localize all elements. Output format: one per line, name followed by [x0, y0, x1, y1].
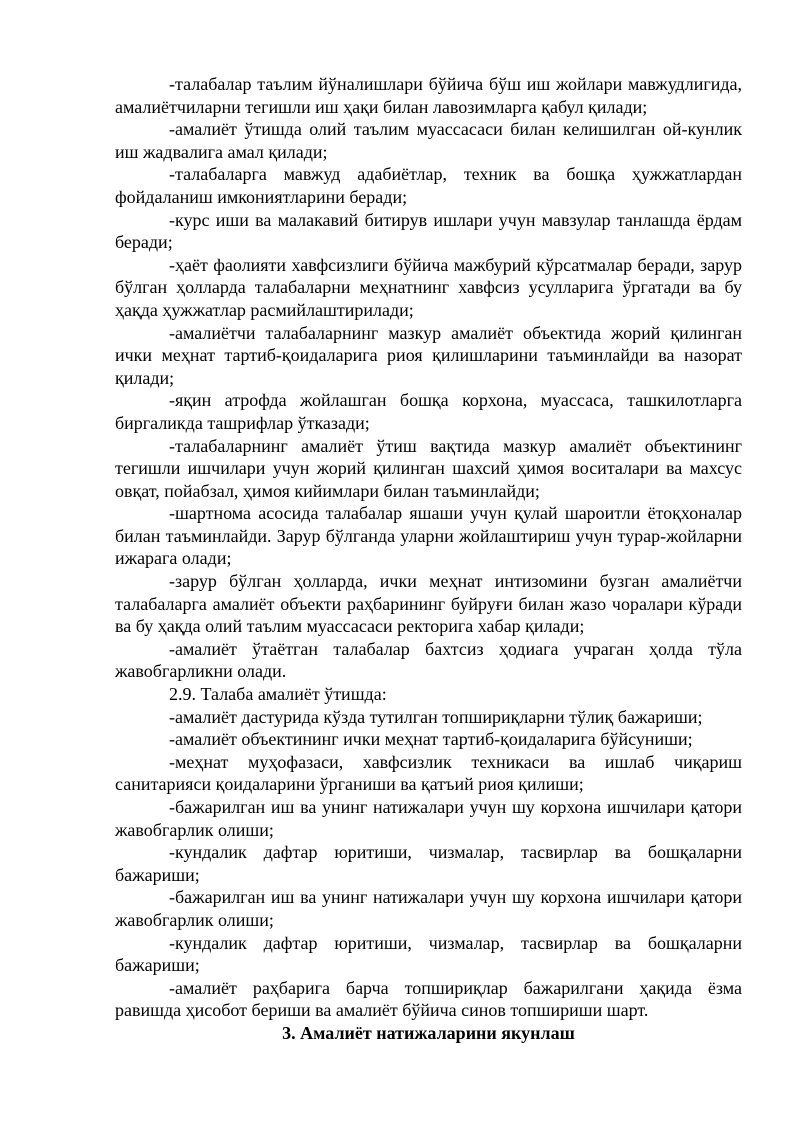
paragraph-discipline: -зарур бўлган ҳолларда, ички меҳнат интизомини бузган амалиётчи талабаларга амалиёт объекти раҳбарининг буйруғи билан жазо чоралари кўради ва бу ҳақда олий таълим муассасаси ректорига хабар қилади;: [115, 571, 742, 637]
paragraph-diary: -кундалик дафтар юритиши, чизмалар, тасвирлар ва бошқаларни бажариши;: [115, 842, 742, 885]
paragraph-accident-liability: -амалиёт ўтаётган талабалар бахтсиз ҳодиага учраган ҳолда тўла жавобгарликни олади.: [115, 638, 742, 682]
paragraph-responsibility-repeat: -бажарилган иш ва унинг натижалари учун шу корхона ишчилари қатори жавобгарлик олиши;: [115, 887, 742, 930]
paragraph-schedule: -амалиёт ўтишда олий таълим муассасаси билан келишилган ой-кунлик иш жадвалига амал қилади;: [115, 119, 742, 162]
paragraph-report: -амалиёт раҳбарига барча топшириқлар бажарилгани ҳақида ёзма равишда ҳисобот бериши ва амалиёт бўйича синов топшириши шарт.: [115, 977, 742, 1021]
paragraph-protective-equipment: -талабаларнинг амалиёт ўтиш вақтида мазкур амалиёт объектининг тегишли ишчилари учун жорий қилинган шахсий ҳимоя воситалари ва махсус овқат, пойабзал, ҳимоя кийимлари билан таъминлайди;: [115, 435, 742, 501]
paragraph-diary-repeat: -кундалик дафтар юритиши, чизмалар, тасвирлар ва бошқаларни бажариши;: [115, 932, 742, 976]
paragraph-safety: -ҳаёт фаолияти хавфсизлиги бўйича мажбурий кўрсатмалар беради, зарур бўлган ҳолларда талабаларни меҳнатнинг хавфсиз усулларига ўргатади ва бу ҳақда ҳужжатлар расмийлаштирилади;: [115, 254, 742, 320]
paragraph-labor-protection: -меҳнат муҳофазаси, хавфсизлик техникаси ва ишлаб чиқариш санитарияси қоидаларини ўрганиши ва қатъий риоя қилиши;: [115, 751, 742, 795]
document-page: [115, 73, 742, 1045]
paragraph-responsibility: -бажарилган иш ва унинг натижалари учун шу корхона ишчилари қатори жавобгарлик олиши;: [115, 797, 742, 840]
paragraph-student-duties-intro: 2.9. Талаба амалиёт ўтишда:: [169, 684, 387, 705]
paragraph-topics: -курс иши ва малакавий битирув ишлари учун мавзулар танлашда ёрдам беради;: [115, 209, 742, 253]
section-heading: 3. Амалиёт натижаларини якунлаш: [282, 1022, 575, 1043]
paragraph-literature: -талабаларга мавжуд адабиётлар, техник ва бошқа ҳужжатлардан фойдаланиш имкониятларини беради;: [115, 164, 742, 207]
paragraph-obey-rules: -амалиёт объектининг ички меҳнат тартиб-қоидаларига бўйсуниши;: [169, 729, 693, 750]
paragraph-complete-tasks: -амалиёт дастурида кўзда тутилган топшириқларни тўлиқ бажариши;: [169, 706, 703, 727]
paragraph-visits: -яқин атрофда жойлашган бошқа корхона, муассаса, ташкилотларга биргаликда ташрифлар ўтказади;: [115, 390, 742, 433]
paragraph-vacancies: -талабалар таълим йўналишлари бўйича бўш иш жойлари мавжудлигида, амалиётчиларни тегишли иш ҳақи билан лавозимларга қабул қилади;: [115, 74, 742, 117]
paragraph-internal-rules: -амалиётчи талабаларнинг мазкур амалиёт объектида жорий қилинган ички меҳнат тартиб-қоидаларига риоя қилишларини таъминлайди ва назорат қилади;: [115, 322, 742, 388]
paragraph-dormitories: -шартнома асосида талабалар яшаши учун қулай шароитли ётоқхоналар билан таъминлайди. Зарур бўлганда уларни жойлаштириш учун турар-жойларни ижарага олади;: [115, 503, 742, 569]
